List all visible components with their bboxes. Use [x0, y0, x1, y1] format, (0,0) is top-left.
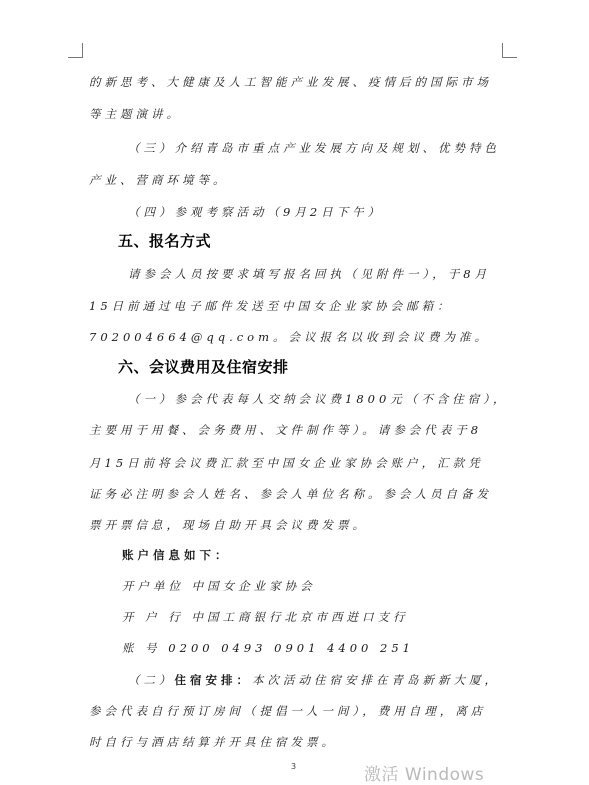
body-line: 请参会人员按要求填写报名回执（见附件一），于8月 [128, 267, 491, 281]
body-line: 票开票信息，现场自助开具会议费发票。 [89, 518, 368, 532]
body-line: 702004664@qq.com。会议报名以收到会议费为准。 [89, 330, 490, 344]
section-heading-fees: 六、会议费用及住宿安排 [118, 358, 289, 376]
body-line: （四）参观考察活动（9月2日下午） [128, 205, 384, 219]
body-line: 等主题演讲。 [89, 107, 182, 121]
lodging-line [128, 672, 500, 688]
page-number: 3 [291, 762, 297, 771]
body-line: 时自行与酒店结算并开具住宿发票。 [89, 735, 337, 749]
body-line: 15日前通过电子邮件发送至中国女企业家协会邮箱： [89, 299, 453, 313]
account-info-label: 账户信息如下： [122, 548, 231, 562]
body-line: （一）参会代表每人交纳会议费1800元（不含住宿）， [128, 392, 509, 406]
body-line: 月15日前将会议费汇款至中国女企业家协会账户，汇款凭 [89, 456, 484, 470]
windows-activation-watermark: 激活 Windows [364, 765, 485, 785]
lodging-index: （二） [128, 673, 175, 687]
body-line: 主要用于用餐、会务费用、文件制作等）。请参会代表于8 [89, 423, 483, 437]
body-line: 产业、营商环境等。 [89, 173, 229, 187]
account-unit-line: 开户单位 中国女企业家协会 [122, 579, 316, 593]
account-number-line: 账 号 0200 0493 0901 4400 251 [122, 641, 414, 655]
body-line: 证务必注明参会人姓名、参会人单位名称。参会人员自备发 [89, 487, 492, 501]
section-heading-registration: 五、报名方式 [118, 232, 212, 250]
body-line: 的新思考、大健康及人工智能产业发展、疫情后的国际市场 [89, 75, 492, 89]
crop-mark-top-left [68, 43, 83, 58]
body-line: 参会代表自行预订房间（提倡一人一间），费用自理，离店 [89, 704, 487, 718]
crop-mark-top-right [502, 43, 517, 58]
body-line: （三）介绍青岛市重点产业发展方向及规划、优势特色 [128, 141, 500, 155]
lodging-label: 住宿安排： [174, 673, 252, 687]
lodging-text: 本次活动住宿安排在青岛新新大厦， [252, 673, 500, 687]
account-bank-line: 开 户 行 中国工商银行北京市西逬口支行 [122, 610, 409, 624]
